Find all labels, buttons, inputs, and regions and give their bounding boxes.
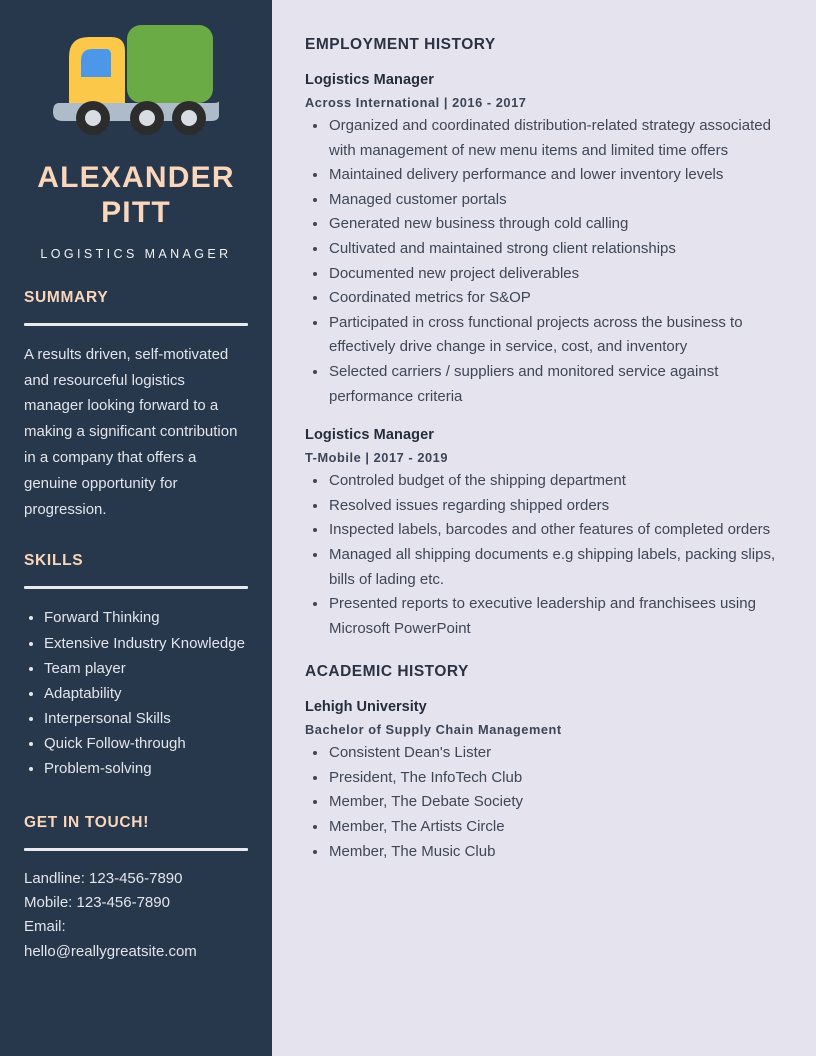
job-entry xyxy=(305,72,794,409)
list-item: Member, The Artists Circle xyxy=(305,815,794,840)
candidate-role: LOGISTICS MANAGER xyxy=(40,246,232,261)
contact-section xyxy=(24,814,248,964)
employment-section xyxy=(305,36,794,641)
list-item: Participated in cross functional projects across the business to effectively drive change in service, cost, and inventory xyxy=(305,311,794,360)
list-item: Managed customer portals xyxy=(305,188,794,213)
job-title: Logistics Manager xyxy=(305,72,435,88)
list-item: Generated new business through cold calling xyxy=(305,212,794,237)
education-degree: Bachelor of Supply Chain Management xyxy=(305,722,562,738)
academic-heading: ACADEMIC HISTORY xyxy=(305,663,469,681)
education-entry xyxy=(305,699,794,864)
job-bullets xyxy=(305,114,794,409)
education-school: Lehigh University xyxy=(305,699,427,716)
employment-heading: EMPLOYMENT HISTORY xyxy=(305,36,496,53)
contact-mobile: Mobile: 123-456-7890 xyxy=(24,893,170,911)
contact-email-label: Email: xyxy=(24,918,66,936)
candidate-name: ALEXANDER PITT xyxy=(37,161,235,230)
skills-list xyxy=(24,605,248,781)
list-item: Coordinated metrics for S&OP xyxy=(305,286,794,311)
list-item: Quick Follow-through xyxy=(24,731,248,756)
education-bullets xyxy=(305,741,794,864)
list-item: Interpersonal Skills xyxy=(24,706,248,731)
summary-divider xyxy=(24,323,248,326)
contact-landline: Landline: 123-456-7890 xyxy=(24,869,183,887)
skills-section xyxy=(24,552,248,781)
list-item: Cultivated and maintained strong client relationships xyxy=(305,237,794,262)
contact-email-value[interactable]: hello@reallygreatsite.com xyxy=(24,942,197,960)
job-title: Logistics Manager xyxy=(305,427,435,444)
delivery-truck-icon xyxy=(47,19,225,139)
list-item: Presented reports to executive leadership and franchisees using Microsoft PowerPoint xyxy=(305,592,794,641)
list-item: Controled budget of the shipping department xyxy=(305,469,794,494)
list-item: President, The InfoTech Club xyxy=(305,766,794,791)
list-item: Maintained delivery performance and lower inventory levels xyxy=(305,163,794,188)
list-item: Team player xyxy=(24,656,248,681)
academic-section xyxy=(305,663,794,864)
contact-heading: GET IN TOUCH! xyxy=(24,813,150,831)
list-item: Member, The Music Club xyxy=(305,840,794,865)
summary-heading: SUMMARY xyxy=(24,288,109,306)
job-meta: T-Mobile | 2017 - 2019 xyxy=(305,450,448,466)
list-item: Inspected labels, barcodes and other features of completed orders xyxy=(305,518,794,543)
contact-divider xyxy=(24,848,248,851)
list-item: Managed all shipping documents e.g shipping labels, packing slips, bills of lading etc. xyxy=(305,543,794,592)
summary-text: A results driven, self-motivated and resourceful logistics manager looking forward to a making a significant contribution in a company that offers a genuine opportunity for progression. xyxy=(24,345,238,518)
skills-heading: SKILLS xyxy=(24,552,84,570)
list-item: Forward Thinking xyxy=(24,605,248,630)
sidebar xyxy=(0,0,272,1056)
list-item: Resolved issues regarding shipped orders xyxy=(305,494,794,519)
list-item: Extensive Industry Knowledge xyxy=(24,631,248,656)
list-item: Problem-solving xyxy=(24,756,248,781)
summary-section xyxy=(24,289,248,523)
logo-container xyxy=(24,0,248,158)
main-content xyxy=(272,0,816,1056)
job-meta: Across International | 2016 - 2017 xyxy=(305,95,527,110)
list-item: Adaptability xyxy=(24,681,248,706)
list-item: Member, The Debate Society xyxy=(305,790,794,815)
list-item: Organized and coordinated distribution-related strategy associated with management of new menu items and limited time offers xyxy=(305,114,794,163)
list-item: Selected carriers / suppliers and monitored service against performance criteria xyxy=(305,360,794,409)
list-item: Documented new project deliverables xyxy=(305,262,794,287)
job-bullets xyxy=(305,469,794,641)
job-entry xyxy=(305,427,794,641)
list-item: Consistent Dean's Lister xyxy=(305,741,794,766)
skills-divider xyxy=(24,586,248,589)
